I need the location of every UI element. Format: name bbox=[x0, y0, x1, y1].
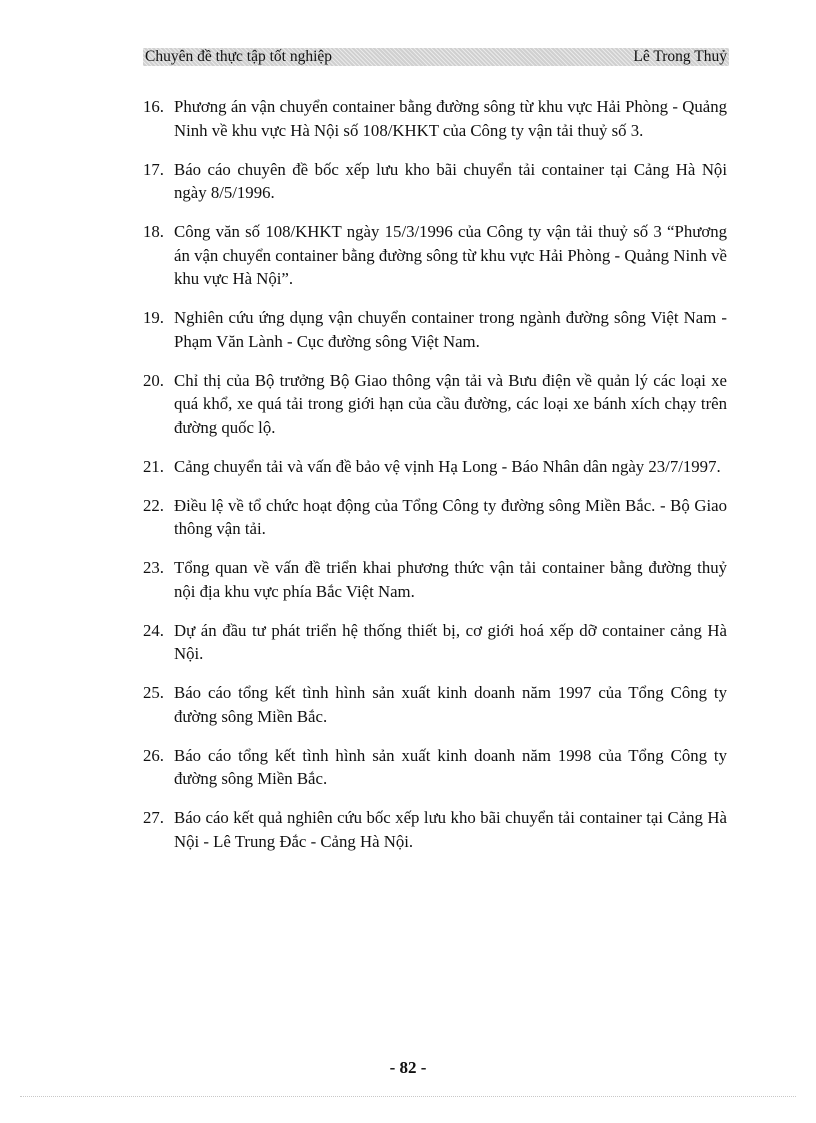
item-text: Phương án vận chuyển container bằng đường sông từ khu vực Hải Phòng - Quảng Ninh về khu vực Hà Nội số 108/KHKT của Công ty vận tải thuỷ số 3. bbox=[174, 97, 727, 140]
list-item bbox=[143, 681, 727, 728]
list-item bbox=[143, 220, 727, 291]
item-number: 25. bbox=[143, 683, 164, 702]
item-text: Nghiên cứu ứng dụng vận chuyển container trong ngành đường sông Việt Nam - Phạm Văn Lành - Cục đường sông Việt Nam. bbox=[174, 308, 727, 351]
item-number: 17. bbox=[143, 159, 164, 179]
list-item bbox=[143, 494, 727, 541]
list-item bbox=[143, 619, 727, 666]
list-item bbox=[143, 455, 727, 479]
list-item bbox=[143, 806, 727, 853]
footer-divider bbox=[20, 1096, 796, 1097]
item-text: Chỉ thị của Bộ trưởng Bộ Giao thông vận tải và Bưu điện về quản lý các loại xe quá khổ, xe quá tải trong giới hạn của cầu đường, các loại xe bánh xích chạy trên đường quốc lộ. bbox=[174, 370, 727, 437]
list-item bbox=[143, 369, 727, 440]
item-text: Công văn số 108/KHKT ngày 15/3/1996 của Công ty vận tải thuỷ số 3 “Phương án vận chuyển container bằng đường sông từ khu vực Hải Phòng - Quảng Ninh về khu vực Hà Nội”. bbox=[174, 222, 727, 288]
header-author: Lê Trong Thuỷ bbox=[633, 48, 727, 65]
header-title: Chuyên đề thực tập tốt nghiệp bbox=[145, 48, 333, 65]
item-number: 22. bbox=[143, 495, 164, 515]
item-number: 23. bbox=[143, 558, 164, 577]
list-item bbox=[143, 744, 727, 791]
item-number: 16. bbox=[143, 97, 164, 116]
list-item bbox=[143, 158, 727, 205]
item-text: Báo cáo chuyên đề bốc xếp lưu kho bãi chuyển tải container tại Cảng Hà Nội ngày 8/5/1996. bbox=[174, 159, 727, 202]
item-text: Báo cáo tổng kết tình hình sản xuất kinh doanh năm 1998 của Tổng Công ty đường sông Miền Bắc. bbox=[174, 745, 727, 788]
item-text: Tổng quan về vấn đề triển khai phương thức vận tải container bằng đường thuỷ nội địa khu vực phía Bắc Việt Nam. bbox=[174, 558, 727, 601]
page-header bbox=[143, 48, 729, 66]
item-number: 27. bbox=[143, 808, 164, 827]
item-number: 19. bbox=[143, 308, 164, 327]
list-item bbox=[143, 556, 727, 603]
item-number: 26. bbox=[143, 745, 164, 765]
page-number: - 82 - bbox=[389, 1058, 427, 1077]
item-text: Điều lệ về tổ chức hoạt động của Tổng Công ty đường sông Miền Bắc. - Bộ Giao thông vận tải. bbox=[174, 495, 727, 538]
item-text: Báo cáo kết quả nghiên cứu bốc xếp lưu kho bãi chuyển tải container tại Cảng Hà Nội - Lê Trung Đắc - Cảng Hà Nội. bbox=[174, 808, 727, 851]
item-number: 20. bbox=[143, 370, 164, 390]
item-text: Dự án đầu tư phát triển hệ thống thiết bị, cơ giới hoá xếp dỡ container cảng Hà Nội. bbox=[174, 620, 727, 663]
item-number: 18. bbox=[143, 222, 164, 241]
item-number: 21. bbox=[143, 456, 164, 476]
list-item bbox=[143, 306, 727, 353]
reference-list bbox=[143, 95, 727, 869]
item-number: 24. bbox=[143, 620, 164, 640]
item-text: Cảng chuyển tải và vấn đề bảo vệ vịnh Hạ Long - Báo Nhân dân ngày 23/7/1997. bbox=[174, 456, 721, 476]
list-item bbox=[143, 95, 727, 142]
item-text: Báo cáo tổng kết tình hình sản xuất kinh doanh năm 1997 của Tổng Công ty đường sông Miền Bắc. bbox=[174, 683, 727, 726]
